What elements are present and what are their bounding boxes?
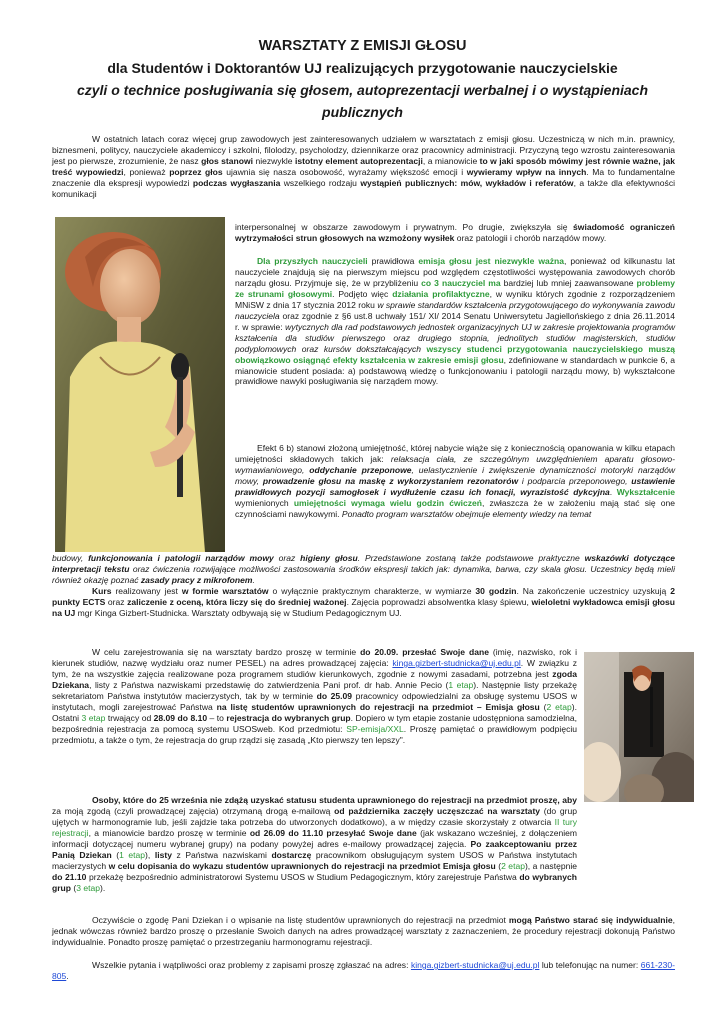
page-subtitle-line3: publicznych (322, 104, 403, 120)
paragraph-program: budowy, funkcjonowania i patologii narządów mowy oraz higieny głosu. Przedstawione zostaną także podstawowe praktyczne wskazówki dotyczące interpretacji tekstu oraz ćwiczenia rozwijające możliwości zastosowania środków ekspresji takich jak: dynamika, barwa, czy skala głosu. Uczestnicy będą mieli również okazję poznać zasady pracy z mikrofonem. (52, 553, 675, 585)
paragraph-contact: Wszelkie pytania i wątpliwości oraz problemy z zapisami proszę zgłaszać na adres: kinga.gizbert-studnicka@uj.edu.pl lub telefonując na numer: 661-230-805. (52, 960, 676, 981)
page-subtitle: dla Studentów i Doktorantów UJ realizujących przygotowanie nauczycielskie (107, 60, 618, 76)
performance-photo (584, 652, 694, 802)
paragraph-teachers: Dla przyszłych nauczycieli prawidłowa emisja głosu jest niezwykle ważna, ponieważ od kilkunastu lat nauczyciele znajdują się na pierwszym miejscu pod względem częstotliwości występowania zawodowych chorób narządu głosu. Przyjmuje się, że w przybliżeniu co 3 nauczyciel ma bardziej lub mniej zaawansowane problemy ze strunami głosowymi. Podjęto więc działania profilaktyczne, w wyniku których zgodnie z rozporządzeniem MNiSW z dnia 17 stycznia 2012 roku w sprawie standardów kształcenia przygotowującego do wykonywania zawodu nauczyciela oraz zgodnie z §6 ust.8 uchwały 151/ XI/ 2014 Senatu Uniwersytetu Jagiellońskiego z dnia 26.11.2014 r. w sprawie: wytycznych dla rad podstawowych jednostek organizacyjnych UJ w zakresie projektowania programów kształcenia dla studiów pierwszego oraz drugiego stopnia, jednolitych studiów magisterskich, studiów podyplomowych oraz kursów dokształcających wszyscy studenci przygotowania nauczycielskiego muszą obowiązkowo osiągnąć efekty kształcenia w zakresie emisji głosu, zdefiniowane w standardach w punkcie 6, a mianowicie student posiada: a) podstawową wiedzę o funkcjonowaniu i patologii narządu mowy, b) wykształcone prawidłowe nawyki posługiwania się narządem mowy. (235, 256, 675, 387)
page-subtitle-line2: czyli o technice posługiwania się głosem, autoprezentacji werbalnej i o wystąpieniach (76, 82, 649, 98)
singer-photo (55, 217, 225, 552)
paragraph-individual: Oczywiście o zgodę Pani Dziekan i o wpisanie na listę studentów uprawnionych do rejestracji na przedmiot mogą Państwo starać się indywidualnie, jednak wówczas również bardzo proszę o przesłanie Swoich danych na adres prowadzącej warsztaty z zaznaczeniem, że procedury rejestracji dokonują Państwo indywidualnie. Ponadto proszę pamiętać o przestrzeganiu harmonogramu rejestracji. (52, 915, 675, 947)
paragraph-course: Kurs realizowany jest w formie warsztatów o wyłącznie praktycznym charakterze, w wymiarze 30 godzin. Na zakończenie uczestnicy uzyskują 2 punkty ECTS oraz zaliczenie z oceną, która liczy się do średniej ważonej. Zajęcia poprowadzi absolwentka klasy śpiewu, wieloletni wykładowca emisji głosu na UJ mgr Kinga Gizbert-Studnicka. Warsztaty odbywają się w Studium Pedagogicznym UJ. (52, 586, 675, 618)
contact-email-link[interactable]: kinga.gizbert-studnicka@uj.edu.pl (410, 960, 540, 970)
email-link[interactable]: kinga.gizbert-studnicka@uj.edu.pl (392, 657, 521, 668)
singer-illustration (55, 217, 225, 552)
paragraph-awareness: interpersonalnej w obszarze zawodowym i prywatnym. Po drugie, zwiększyła się świadomość ograniczeń wytrzymałości strun głosowych na wzmożony wysiłek oraz patologii i chorób narządów mowy. (235, 222, 676, 243)
paragraph-registration: W celu zarejestrowania się na warsztaty bardzo proszę w terminie do 20.09. przesłać Swoje dane (imię, nazwisko, rok i kierunek studiów, nazwę wydziału oraz numer PESEL) na adres prowadzącej zajęcia: kinga.gizbert-studnicka@uj.edu.pl. W związku z tym, że na wszystkie zajęcia realizowane poza programem studiów kierunkowych, zgodnie z nowymi zasadami, potrzebna jest zgoda Dziekana, listy z Państwa nazwiskami przedstawię do zatwierdzenia Pani prof. dr hab. Annie Pecio (1 etap). Następnie listy przekażę sekretariatom Państwa instytutów macierzystych, tak by w terminie do 25.09 pracownicy odpowiedzialni za obsługę systemu USOS w instytutach, mogli zarejestrować Państwa na listę studentów uprawnionych do rejestracji na przedmiot – Emisja głosu (2 etap). Ostatni 3 etap trwający od 28.09 do 8.10 – to rejestracja do wybranych grup. Dopiero w tym etapie zostanie udostępniona samodzielna, bezpośrednia rejestracja za pomocą systemu USOSweb. Kod przedmiotu: SP-emisja/XXL. Proszę pamiętać o prawidłowym podpięciu przedmiotu, a także o tym, że rejestracja do grup rządzi się zasadą „Kto pierwszy ten lepszy". (52, 647, 578, 745)
page-title: WARSZTATY Z EMISJI GŁOSU (258, 38, 467, 54)
paragraph-intro: W ostatnich latach coraz więcej grup zawodowych jest zainteresowanych udziałem w warsztatach z emisji głosu. Uczestniczą w nich m.in. prawnicy, biznesmeni, politycy, nauczyciele akademiccy i szkolni, filolodzy, psycholodzy, dziennikarze oraz pracownicy administracji. Przyczyną tego wzrostu zainteresowania jest po pierwsze, zrozumienie, że nasz głos stanowi niezwykle istotny element autoprezentacji, a mianowicie to w jaki sposób mówimy jest równie ważne, jak treść wypowiedzi, ponieważ poprzez głos ujawnia się nasza osobowość, wyrażamy większość emocji i wywieramy wpływ na innych. Ma to fundamentalne znaczenie dla ekspresji wypowiedzi podczas wygłaszania wszelkiego rodzaju wystąpień publicznych: mów, wykładów i referatów, a także dla efektywności komunikacji (52, 134, 676, 199)
performance-illustration (584, 652, 694, 802)
paragraph-skills: Efekt 6 b) stanowi złożoną umiejętność, której nabycie wiąże się z koniecznością opanowania w kilku etapach umiejętności składowych takich jak: relaksacja ciała, ze szczególnym uwzględnieniem aparatu głosowo-wymawianiowego, oddychanie przeponowe, uelastycznienie i zwiększenie dynamiczności motoryki narządów mowy, prowadzenie głosu na maskę z wykorzystaniem rezonatorów i podparcia przeponowego, ustawienie prawidłowych pozycji samogłosek i wydłużenie czasu ich fonacji, wyrazistość dykcyjna. Wykształcenie wymienionych umiejętności wymaga wielu godzin ćwiczeń, zwłaszcza że w założeniu mają stać się one czynnościami nawykowymi. Ponadto program warsztatów obejmuje elementy wiedzy na temat (235, 443, 676, 519)
phone-link[interactable]: 661-230-805 (52, 960, 676, 981)
paragraph-late-registration: Osoby, które do 25 września nie zdążą uzyskać statusu studenta uprawnionego do rejestracji na przedmiot proszę, aby za moją zgodą (czyli prowadzącej zajęcia) otrzymaną drogą e-mailową od października zaczęły uczęszczać na warsztaty (do grup ujętych w harmonogramie lub, jeśli zajdzie taka potrzeba do utworzonych dodatkowo), a w między czasie skorzystały z otwarcia II tury rejestracji, a mianowicie bardzo proszę w terminie od 26.09 do 11.10 przesyłać Swoje dane (jak wskazano wcześniej, z dołączeniem informacji dotyczącej numeru wybranej grupy) na podany powyżej adres e-mailowy prowadzącej zajęcia. Po zaakceptowaniu przez Panią Dziekan (1 etap), listy z Państwa nazwiskami dostarczę pracownikom obsługującym system USOS w Państwa instytutach macierzystych w celu dopisania do wykazu studentów uprawnionych do rejestracji na przedmiot Emisja głosu (2 etap), a następnie do 21.10 przekażę bezpośrednio administratorowi Systemu USOS w Studium Pedagogicznym, który zarejestruje Państwa do wybranych grup (3 etap). (52, 795, 578, 893)
